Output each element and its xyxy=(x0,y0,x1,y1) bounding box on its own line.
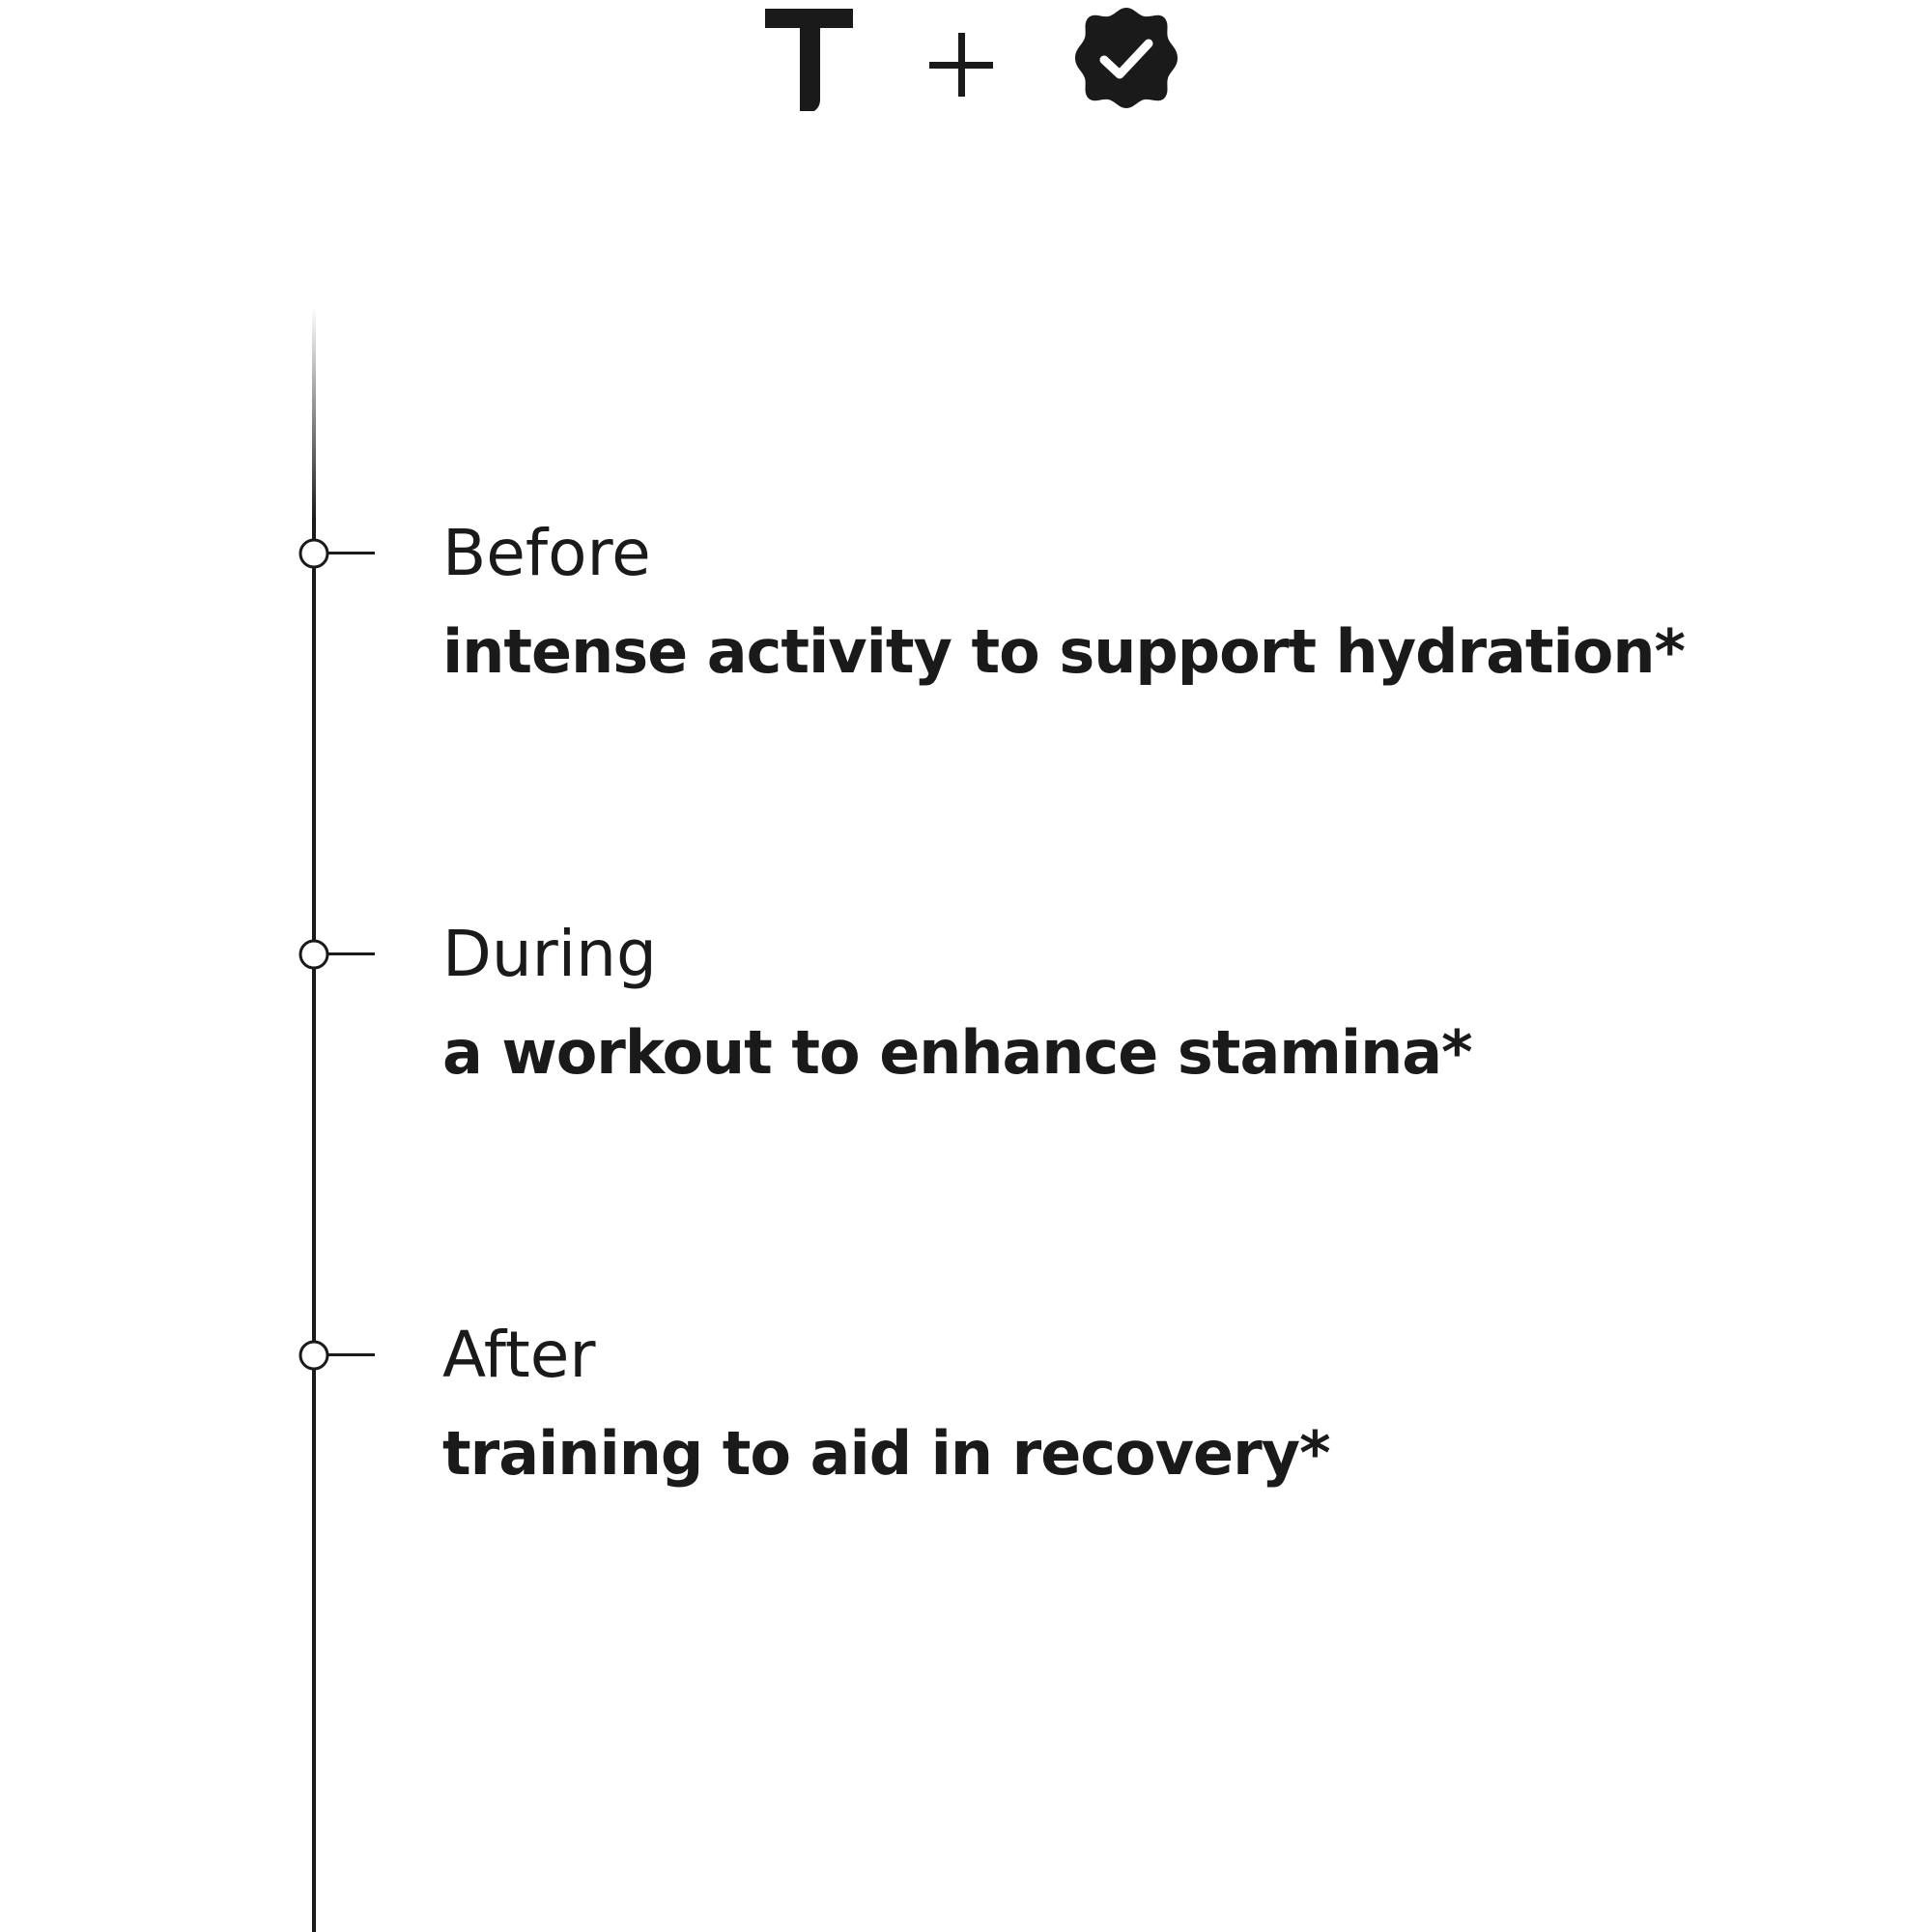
plus-icon xyxy=(923,27,1000,104)
brand-t-logo-icon xyxy=(763,5,855,111)
brand-header xyxy=(0,0,1932,126)
timeline-step-before xyxy=(442,510,1891,696)
timeline-step-during xyxy=(442,911,1891,1096)
step-description: training to aid in recovery* xyxy=(442,1418,1330,1489)
timeline-node-before-icon xyxy=(296,534,375,573)
step-title: Before xyxy=(442,516,651,590)
timeline-node-after-icon xyxy=(296,1336,375,1375)
step-description: a workout to enhance stamina* xyxy=(442,1017,1472,1088)
timeline-step-after xyxy=(442,1312,1891,1497)
timeline-node-during-icon xyxy=(296,935,375,974)
verified-check-badge-icon xyxy=(1072,4,1180,112)
step-description: intense activity to support hydration* xyxy=(442,616,1685,687)
step-title: After xyxy=(442,1318,596,1392)
step-title: During xyxy=(442,917,657,991)
